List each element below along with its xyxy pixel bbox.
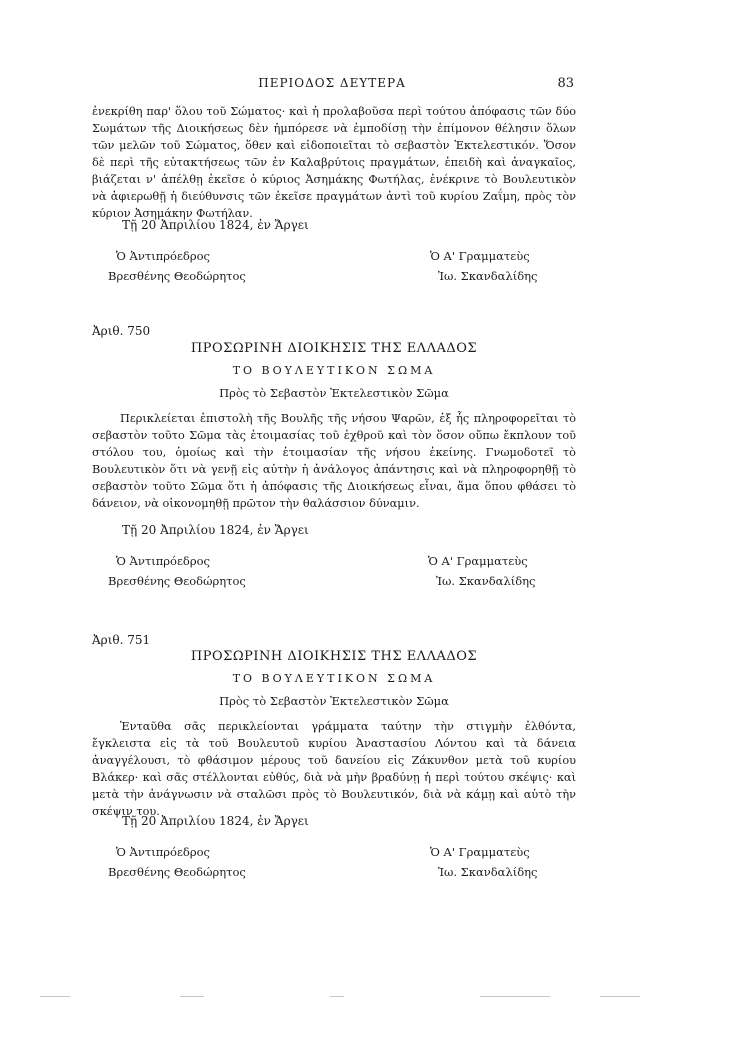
- date-line: Τῇ 20 Ἀπριλίου 1824, ἐν Ἄργει: [122, 523, 309, 537]
- scan-speck: [40, 996, 70, 997]
- document-title: ΠΡΟΣΩΡΙΝΗ ΔΙΟΙΚΗΣΙΣ ΤΗΣ ΕΛΛΑΔΟΣ: [190, 341, 478, 356]
- date-line: Τῇ 20 Ἀπριλίου 1824, ἐν Ἄργει: [122, 218, 309, 232]
- document-address: Πρὸς τὸ Σεβαστὸν Ἐκτελεστικὸν Σῶμα: [219, 694, 449, 708]
- signature-name: Βρεσθένης Θεοδώρητος: [108, 865, 246, 879]
- document-paragraph: Περικλείεται ἐπιστολὴ τῆς Βουλῆς τῆς νήσου Ψαρῶν, ἐξ ἧς πληροφορεῖται τὸ σεβαστὸν τοῦτο Σῶμα τὰς ἑτοιμασίας τοῦ ἐχθροῦ καὶ τὸν ὅσον οὔπω ἔκπλουν τοῦ στόλου του, ὁμοίως καὶ τὴν ἑτοιμασίαν τῆς νήσου ἐκείνης. Γνωμοδοτεῖ τὸ Βουλευτικὸν ὅτι νὰ γενῇ εἰς αὐτὴν ἡ ἀνάλογος ἀπάντησις καὶ νὰ πληροφορηθῇ τὸ σεβαστὸν τοῦτο Σῶμα ὅτι ἡ ἀπόφασις τῆς Διοικήσεως εἶναι, ἅμα ὅπου φθάσει τὸ δάνειον, νὰ οἰκονομηθῇ πρῶτον τὴν θαλάσσιον δύναμιν.: [92, 412, 576, 510]
- signature-name: Ἰω. Σκανδαλίδης: [436, 574, 536, 588]
- signature-secretary: [430, 246, 630, 286]
- document-title: ΠΡΟΣΩΡΙΝΗ ΔΙΟΙΚΗΣΙΣ ΤΗΣ ΕΛΛΑΔΟΣ: [190, 649, 478, 664]
- scan-speck: [600, 996, 640, 997]
- document-number: Ἀριθ. 751: [92, 633, 151, 647]
- scan-speck: [180, 996, 204, 997]
- signature-role: Ὁ Α' Γραμματεὺς: [430, 249, 530, 263]
- date-line: Τῇ 20 Ἀπριλίου 1824, ἐν Ἄργει: [122, 814, 309, 828]
- signature-vice-president: [108, 246, 308, 286]
- document-subtitle: ΤΟ ΒΟΥΛΕΥΤΙΚΟΝ ΣΩΜΑ: [232, 672, 436, 685]
- signature-role: Ὁ Α' Γραμματεὺς: [430, 845, 530, 859]
- page-header: [90, 76, 574, 96]
- signature-name: Βρεσθένης Θεοδώρητος: [108, 269, 246, 283]
- signature-vice-president: [108, 842, 308, 882]
- continuation-paragraph: ἐνεκρίθη παρ' ὅλου τοῦ Σώματος· καὶ ἡ προλαβοῦσα περὶ τούτου ἀπόφασις τῶν δύο Σωμάτων τῆς Διοικήσεως δὲν ἠμπόρεσε νὰ ἐμποδίσῃ τὴν ἐπίμονον θέλησιν ὅλων τῶν μελῶν τοῦ Σώματος, ὅθεν καὶ εἰδοποιεῖται τὸ σεβαστὸν Ἐκτελεστικόν. Ὅσον δὲ περὶ τῆς εὐτακτήσεως τῶν ἐν Καλαβρύτοις πραγμάτων, ἐπειδὴ καὶ ἀναγκαῖος, βιάζεται ν' ἀπέλθῃ ἐκεῖσε ὁ κύριος Ἀσημάκης Φωτήλας, ἐνέκρινε τὸ Βουλευτικὸν νὰ ἀφιερωθῇ ἡ διεύθυνσις τῶν ἐκεῖσε πραγμάτων ἀντὶ τοῦ κυρίου Ζαΐμη, πρὸς τὸν κύριον Ἀσημάκην Φωτήλαν.: [92, 105, 576, 220]
- signature-role: Ὁ Ἀντιπρόεδρος: [116, 554, 210, 568]
- continuation-paragraph-block: [92, 103, 576, 222]
- document-paragraph-block: [92, 410, 576, 512]
- signature-secretary: [430, 842, 630, 882]
- signature-secretary: [428, 551, 628, 591]
- signature-vice-president: [108, 551, 308, 591]
- document-paragraph-block: [92, 718, 576, 820]
- running-head: ΠΕΡΙΟΔΟΣ ΔΕΥΤΕΡΑ: [258, 76, 406, 90]
- scan-speck: [330, 996, 344, 997]
- signature-name: Ἰω. Σκανδαλίδης: [438, 865, 538, 879]
- document-address: Πρὸς τὸ Σεβαστὸν Ἐκτελεστικὸν Σῶμα: [219, 386, 449, 400]
- signature-role: Ὁ Ἀντιπρόεδρος: [116, 845, 210, 859]
- scan-artifacts: [40, 996, 640, 999]
- page-number: 83: [557, 76, 574, 91]
- document-paragraph: Ἐνταῦθα σᾶς περικλείονται γράμματα ταύτην τὴν στιγμὴν ἐλθόντα, ἔγκλειστα εἰς τὰ τοῦ Βουλευτοῦ κυρίου Ἀναστασίου Λόντου καὶ τὰ δάνεια ἀναγγέλουσι, τὸ φθάσιμον μέρους τοῦ δανείου εἰς Ζάκυνθον μετὰ τοῦ κυρίου Βλάκερ· καὶ σᾶς στέλλονται εὐθύς, διὰ νὰ μὴν βραδύνῃ ἡ περὶ τούτου σκέψις· καὶ μετὰ τὴν ἀνάγνωσιν νὰ σταλῶσι πρὸς τὸ Βουλευτικόν, διὰ νὰ κάμῃ καὶ αὐτὸ τὴν σκέψιν του.: [92, 720, 576, 818]
- signature-role: Ὁ Α' Γραμματεὺς: [428, 554, 528, 568]
- signature-role: Ὁ Ἀντιπρόεδρος: [116, 249, 210, 263]
- document-number: Ἀριθ. 750: [92, 324, 151, 338]
- signature-name: Ἰω. Σκανδαλίδης: [438, 269, 538, 283]
- document-subtitle: ΤΟ ΒΟΥΛΕΥΤΙΚΟΝ ΣΩΜΑ: [232, 364, 436, 377]
- signature-name: Βρεσθένης Θεοδώρητος: [108, 574, 246, 588]
- scan-speck: [480, 996, 550, 997]
